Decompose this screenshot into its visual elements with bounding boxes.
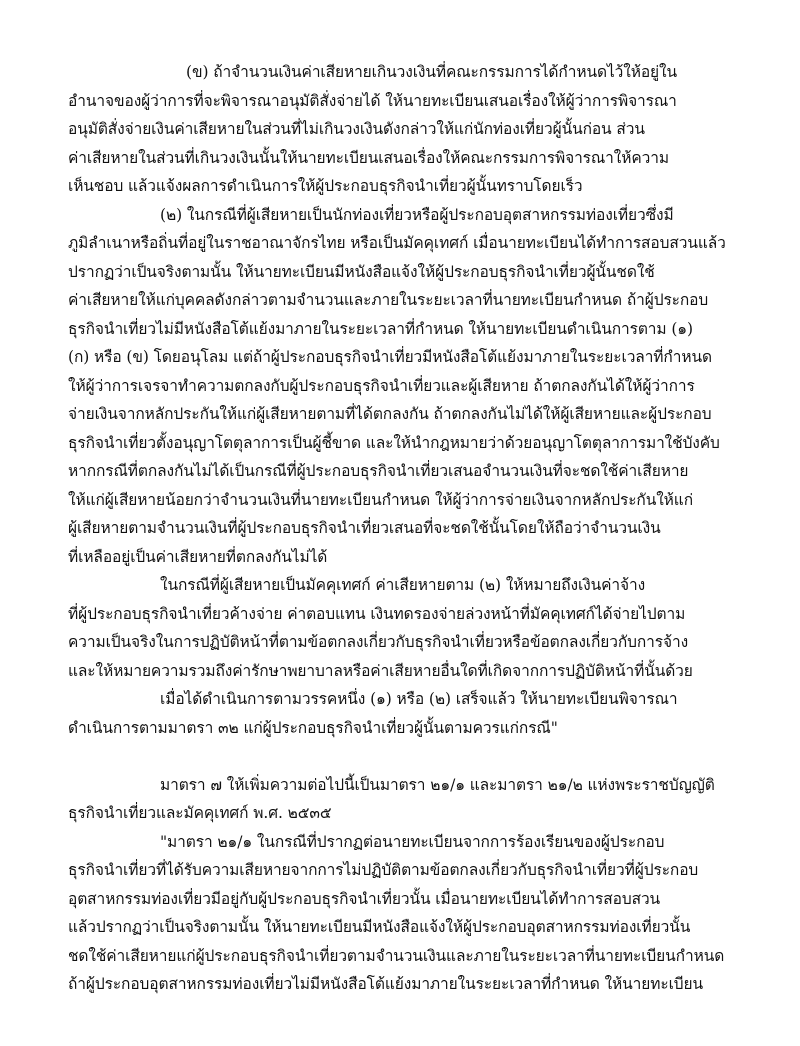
text-line: เมื่อได้ดำเนินการตามวรรคหนึ่ง (๑) หรือ (๒) เสร็จแล้ว ให้นายทะเบียนพิจารณา: [160, 690, 678, 708]
text-line: อุตสาหกรรมท่องเที่ยวมีอยู่กับผู้ประกอบธุรกิจนำเที่ยวนั้น เมื่อนายทะเบียนได้ทำการสอบสวน: [68, 890, 661, 908]
text-line: แล้วปรากฏว่าเป็นจริงตามนั้น ให้นายทะเบียนมีหนังสือแจ้งให้ผู้ประกอบอุตสาหกรรมท่องเที่ยวนั้น: [68, 918, 691, 936]
text-line: ปรากฏว่าเป็นจริงตามนั้น ให้นายทะเบียนมีหนังสือแจ้งให้ผู้ประกอบธุรกิจนำเที่ยวผู้นั้นชดใช้: [68, 263, 655, 281]
text-line: ค่าเสียหายให้แก่บุคคลดังกล่าวตามจำนวนและภายในระยะเวลาที่นายทะเบียนกำหนด ถ้าผู้ประกอบ: [68, 291, 709, 309]
text-line: ในกรณีที่ผู้เสียหายเป็นมัคคุเทศก์ ค่าเสียหายตาม (๒) ให้หมายถึงเงินค่าจ้าง: [160, 576, 646, 594]
text-line: ให้แก่ผู้เสียหายน้อยกว่าจำนวนเงินที่นายทะเบียนกำหนด ให้ผู้ว่าการจ่ายเงินจากหลักประกันให้แก่: [68, 491, 693, 509]
text-line: ธุรกิจนำเที่ยวและมัคคุเทศก์ พ.ศ. ๒๕๓๕: [68, 804, 332, 822]
text-line: ที่ผู้ประกอบธุรกิจนำเที่ยวค้างจ่าย ค่าตอบแทน เงินทดรองจ่ายล่วงหน้าที่มัคคุเทศก์ได้จ่ายไปตาม: [68, 605, 686, 623]
text-line: ชดใช้ค่าเสียหายแก่ผู้ประกอบธุรกิจนำเที่ยวตามจำนวนเงินและภายในระยะเวลาที่นายทะเบียนกำหนด: [68, 947, 725, 965]
text-line: เห็นชอบ แล้วแจ้งผลการดำเนินการให้ผู้ประกอบธุรกิจนำเที่ยวผู้นั้นทราบโดยเร็ว: [68, 177, 583, 195]
text-line: อำนาจของผู้ว่าการที่จะพิจารณาอนุมัติสั่งจ่ายได้ ให้นายทะเบียนเสนอเรื่องให้ผู้ว่าการพิจารณา: [68, 92, 677, 110]
text-line: (๒) ในกรณีที่ผู้เสียหายเป็นนักท่องเที่ยวหรือผู้ประกอบอุตสาหกรรมท่องเที่ยวซึ่งมี: [160, 206, 674, 224]
text-line: หากกรณีที่ตกลงกันไม่ได้เป็นกรณีที่ผู้ประกอบธุรกิจนำเที่ยวเสนอจำนวนเงินที่จะชดใช้ค่าเสียหาย: [68, 462, 689, 480]
text-line: มาตรา ๗ ให้เพิ่มความต่อไปนี้เป็นมาตรา ๒๑/๑ และมาตรา ๒๑/๒ แห่งพระราชบัญญัติ: [160, 776, 715, 794]
text-line: ภูมิลำเนาหรือถิ่นที่อยู่ในราชอาณาจักรไทย หรือเป็นมัคคุเทศก์ เมื่อนายทะเบียนได้ทำการสอบสวนแล้ว: [68, 234, 726, 252]
text-line: ธุรกิจนำเที่ยวตั้งอนุญาโตตุลาการเป็นผู้ชี้ขาด และให้นำกฎหมายว่าด้วยอนุญาโตตุลาการมาใช้บังคับ: [68, 434, 720, 452]
text-line: (ข) ถ้าจำนวนเงินค่าเสียหายเกินวงเงินที่คณะกรรมการได้กำหนดไว้ให้อยู่ใน: [186, 63, 678, 81]
text-line: ธุรกิจนำเที่ยวที่ได้รับความเสียหายจากการไม่ปฏิบัติตามข้อตกลงเกี่ยวกับธุรกิจนำเที่ยวที่ผู้ประกอบ: [68, 861, 699, 879]
text-line: "มาตรา ๒๑/๑ ในกรณีที่ปรากฏต่อนายทะเบียนจากการร้องเรียนของผู้ประกอบ: [160, 833, 665, 851]
text-line: ค่าเสียหายในส่วนที่เกินวงเงินนั้นให้นายทะเบียนเสนอเรื่องให้คณะกรรมการพิจารณาให้ความ: [68, 149, 669, 167]
text-line: ความเป็นจริงในการปฏิบัติหน้าที่ตามข้อตกลงเกี่ยวกับธุรกิจนำเที่ยวหรือข้อตกลงเกี่ยวกับการจ้าง: [68, 633, 689, 651]
text-line: ถ้าผู้ประกอบอุตสาหกรรมท่องเที่ยวไม่มีหนังสือโต้แย้งมาภายในระยะเวลาที่กำหนด ให้นายทะเบียน: [68, 975, 703, 993]
text-line: อนุมัติสั่งจ่ายเงินค่าเสียหายในส่วนที่ไม่เกินวงเงินดังกล่าวให้แก่นักท่องเที่ยวผู้นั้นก่อน ส่วน: [68, 120, 645, 138]
text-line: ดำเนินการตามมาตรา ๓๒ แก่ผู้ประกอบธุรกิจนำเที่ยวผู้นั้นตามควรแก่กรณี": [68, 719, 558, 737]
text-line: ให้ผู้ว่าการเจรจาทำความตกลงกับผู้ประกอบธุรกิจนำเที่ยวและผู้เสียหาย ถ้าตกลงกันได้ให้ผู้ว่าการ: [68, 377, 695, 395]
text-line: ผู้เสียหายตามจำนวนเงินที่ผู้ประกอบธุรกิจนำเที่ยวเสนอที่จะชดใช้นั้นโดยให้ถือว่าจำนวนเงิน: [68, 519, 661, 537]
text-line: (ก) หรือ (ข) โดยอนุโลม แต่ถ้าผู้ประกอบธุรกิจนำเที่ยวมีหนังสือโต้แย้งมาภายในระยะเวลาที่กำหนด: [68, 348, 712, 366]
text-line: ที่เหลืออยู่เป็นค่าเสียหายที่ตกลงกันไม่ได้: [68, 548, 328, 566]
text-line: ธุรกิจนำเที่ยวไม่มีหนังสือโต้แย้งมาภายในระยะเวลาที่กำหนด ให้นายทะเบียนดำเนินการตาม (๑): [68, 320, 693, 338]
text-line: และให้หมายความรวมถึงค่ารักษาพยาบาลหรือค่าเสียหายอื่นใดที่เกิดจากการปฏิบัติหน้าที่นั้นด้วย: [68, 662, 693, 680]
text-line: จ่ายเงินจากหลักประกันให้แก่ผู้เสียหายตามที่ได้ตกลงกัน ถ้าตกลงกันไม่ได้ให้ผู้เสียหายและผู้ประกอบ: [68, 405, 712, 423]
